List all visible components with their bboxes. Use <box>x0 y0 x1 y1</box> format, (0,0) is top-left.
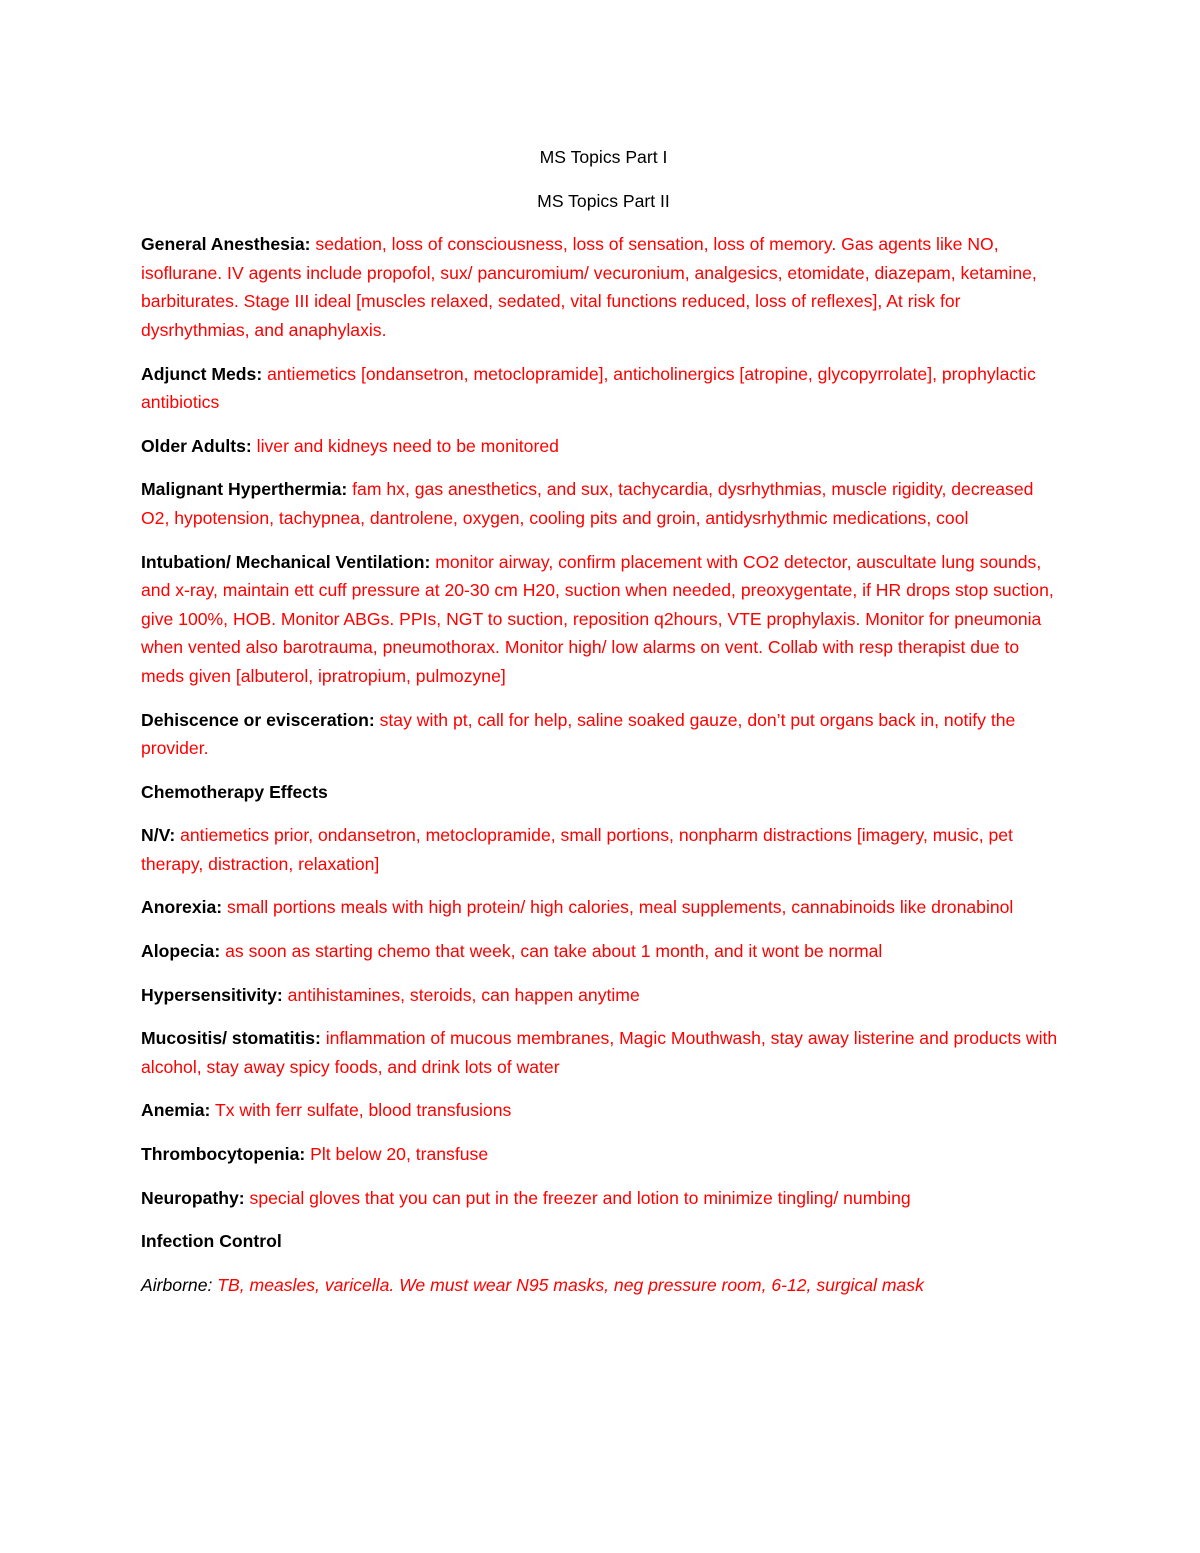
section-label: Adjunct Meds: <box>141 363 263 384</box>
section-label: Anorexia: <box>141 897 223 918</box>
section-general-anesthesia <box>141 230 1066 344</box>
section-text: stay with pt, call for help, saline soaked gauze, don’t put organs back in, notify the provider. <box>141 709 1016 759</box>
section-text: monitor airway, confirm placement with CO2 detector, auscultate lung sounds, and x-ray, maintain ett cuff pressure at 20-30 cm H20, suction when needed, preoxygentate, if HR drops stop suction, give 100%, HOB. Monitor ABGs. PPIs, NGT to suction, reposition q2hours, VTE prophylaxis. Monitor for pneumonia when vented also barotrauma, pneumothorax. Monitor high/ low alarms on vent. Collab with resp therapist due to meds given [albuterol, ipratropium, pulmozyne] <box>141 551 1054 686</box>
section-text: special gloves that you can put in the freezer and lotion to minimize tingling/ numbing <box>249 1187 911 1208</box>
section-intubation-ventilation <box>141 548 1066 691</box>
section-mucositis <box>141 1024 1066 1081</box>
section-text: TB, measles, varicella. We must wear N95 masks, neg pressure room, 6-12, surgical mask <box>217 1274 924 1295</box>
section-anemia <box>141 1096 1066 1125</box>
section-label: General Anesthesia: <box>141 234 311 255</box>
section-label: Neuropathy: <box>141 1187 245 1208</box>
section-text: inflammation of mucous membranes, Magic Mouthwash, stay away listerine and products with alcohol, stay away spicy foods, and drink lots of water <box>141 1028 1058 1077</box>
section-airborne <box>141 1271 1066 1300</box>
section-anorexia <box>141 893 1066 922</box>
section-text: liver and kidneys need to be monitored <box>256 435 559 456</box>
section-text: Tx with ferr sulfate, blood transfusions <box>215 1100 512 1121</box>
section-label: Malignant Hyperthermia: <box>141 479 348 500</box>
section-label: Hypersensitivity: <box>141 984 283 1005</box>
section-text: as soon as starting chemo that week, can take about 1 month, and it wont be normal <box>225 941 883 962</box>
section-hypersensitivity <box>141 981 1066 1010</box>
section-label: N/V: <box>141 825 176 846</box>
section-neuropathy <box>141 1184 1066 1213</box>
section-text: fam hx, gas anesthetics, and sux, tachycardia, dysrhythmias, muscle rigidity, decreased O2, hypotension, tachypnea, dantrolene, oxygen, cooling pits and groin, antidysrhythmic medications, cool <box>141 479 1034 528</box>
heading-chemotherapy-effects <box>141 778 1066 807</box>
section-text: antihistamines, steroids, can happen anytime <box>287 984 640 1005</box>
section-older-adults <box>141 432 1066 461</box>
section-text: antiemetics [ondansetron, metoclopramide], anticholinergics [atropine, glycopyrrolate], prophylactic antibiotics <box>141 363 1036 413</box>
section-heading: Chemotherapy Effects <box>141 781 328 802</box>
section-label: Thrombocytopenia: <box>141 1144 306 1165</box>
section-label: Airborne: <box>141 1274 213 1295</box>
section-malignant-hyperthermia <box>141 475 1066 532</box>
section-label: Anemia: <box>141 1100 211 1121</box>
section-label: Older Adults: <box>141 435 252 456</box>
section-label: Dehiscence or evisceration: <box>141 709 375 730</box>
section-dehiscence <box>141 706 1066 763</box>
section-nausea-vomiting <box>141 821 1066 878</box>
section-label: Alopecia: <box>141 941 221 962</box>
section-heading: Infection Control <box>141 1231 282 1252</box>
section-text: small portions meals with high protein/ high calories, meal supplements, cannabinoids like dronabinol <box>227 897 1014 918</box>
section-alopecia <box>141 937 1066 966</box>
heading-infection-control <box>141 1227 1066 1256</box>
section-thrombocytopenia <box>141 1140 1066 1169</box>
document-subtitle: MS Topics Part II <box>537 190 670 211</box>
section-text: antiemetics prior, ondansetron, metoclopramide, small portions, nonpharm distractions [imagery, music, pet therapy, distraction, relaxation] <box>141 825 1013 874</box>
section-adjunct-meds <box>141 360 1066 417</box>
section-text: sedation, loss of consciousness, loss of sensation, loss of memory. Gas agents like NO, isoflurane. IV agents include propofol, sux/ pancuromium/ vecuronium, analgesics, etomidate, diazepam, ketamine, barbiturates. Stage III ideal [muscles relaxed, sedated, vital functions reduced, loss of reflexes], At risk for dysrhythmias, and anaphylaxis. <box>141 234 1037 340</box>
section-label: Mucositis/ stomatitis: <box>141 1028 321 1049</box>
section-text: Plt below 20, transfuse <box>310 1144 489 1165</box>
section-label: Intubation/ Mechanical Ventilation: <box>141 551 431 572</box>
document-title: MS Topics Part I <box>539 147 668 167</box>
document-content <box>141 143 1066 1314</box>
